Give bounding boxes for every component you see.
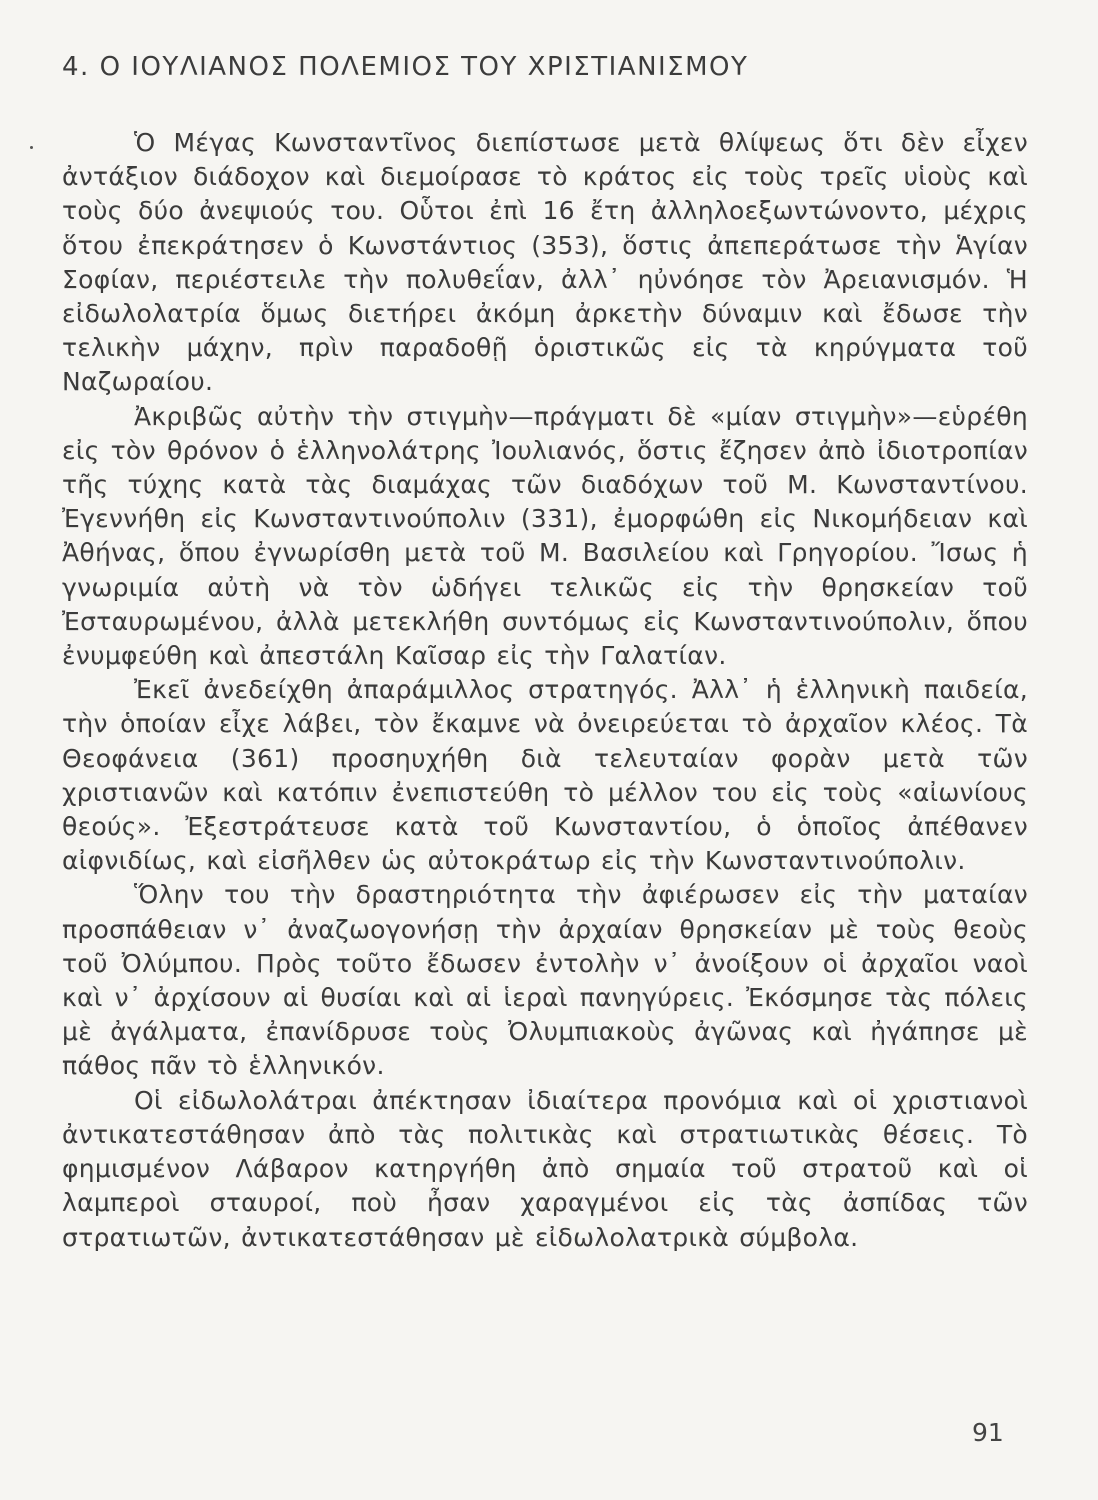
body-text [62, 126, 1028, 1255]
paragraph-pagan-privileges: Οἱ εἰδωλολάτραι ἀπέκτησαν ἰδιαίτερα προνόμια καὶ οἱ χριστιανοὶ ἀντικατεστάθησαν ἀπὸ τὰς πολιτικὰς καὶ στρατιωτικὰς θέσεις. Τὸ φημισμένον Λάβαρον κατηργήθη ἀπὸ σημαία τοῦ στρατοῦ καὶ οἱ λαμπεροὶ σταυροί, ποὺ ἦσαν χαραγμένοι εἰς τὰς ἀσπίδας τῶν στρατιωτῶν, ἀντικατεστάθησαν μὲ εἰδωλολατρικὰ σύμβολα. [62, 1085, 1028, 1252]
paragraph-julian-emperor: Ἐκεῖ ἀνεδείχθη ἀπαράμιλλος στρατηγός. Ἀλλ᾽ ἡ ἑλληνικὴ παιδεία, τὴν ὁποίαν εἶχε λάβει, τὸν ἔκαμνε νὰ ὀνειρεύεται τὸ ἀρχαῖον κλέος. Τὰ Θεοφάνεια (361) προσηυχήθη διὰ τελευταίαν φορὰν μετὰ τῶν χριστιανῶν καὶ κατόπιν ἐνεπιστεύθη τὸ μέλλον του εἰς τοὺς «αἰωνίους θεούς». Ἐξεστράτευσε κατὰ τοῦ Κωνσταντίου, ὁ ὁποῖος ἀπέθανεν αἰφνιδίως, καὶ εἰσῆλθεν ὡς αὐτοκράτωρ εἰς τὴν Κωνσταντινούπολιν. [62, 675, 1028, 876]
paragraph-constantine-succession: Ὁ Μέγας Κωνσταντῖνος διεπίστωσε μετὰ θλίψεως ὅτι δὲν εἶχεν ἀντάξιον διάδοχον καὶ διεμοίρασε τὸ κράτος εἰς τοὺς τρεῖς υἱοὺς καὶ τοὺς δύο ἀνεψιούς του. Οὗτοι ἐπὶ 16 ἔτη ἀλληλοεξωντώνοντο, μέχρις ὅτου ἐπεκράτησεν ὁ Κωνστάντιος (353), ὅστις ἀπεπεράτωσε τὴν Ἁγίαν Σοφίαν, περιέστειλε τὴν πολυθεΐαν, ἀλλ᾽ ηὐνόησε τὸν Ἀρειανισμόν. Ἡ εἰδωλολατρία ὅμως διετήρει ἀκόμη ἀρκετὴν δύναμιν καὶ ἔδωσε τὴν τελικὴν μάχην, πρὶν παραδοθῇ ὁριστικῶς εἰς τὰ κηρύγματα τοῦ Ναζωραίου. [62, 128, 1028, 397]
paragraph-revival-attempt: Ὅλην του τὴν δραστηριότητα τὴν ἀφιέρωσεν εἰς τὴν ματαίαν προσπάθειαν ν᾽ ἀναζωογονήσῃ τὴν ἀρχαίαν θρησκείαν μὲ τοὺς θεοὺς τοῦ Ὀλύμπου. Πρὸς τοῦτο ἔδωσεν ἐντολὴν ν᾽ ἀνοίξουν οἱ ἀρχαῖοι ναοὶ καὶ ν᾽ ἀρχίσουν αἱ θυσίαι καὶ αἱ ἱεραὶ πανηγύρεις. Ἐκόσμησε τὰς πόλεις μὲ ἀγάλματα, ἐπανίδρυσε τοὺς Ὀλυμπιακοὺς ἀγῶνας καὶ ἠγάπησε μὲ πάθος πᾶν τὸ ἑλληνικόν. [62, 880, 1028, 1081]
page-number: 91 [972, 1418, 1004, 1447]
paragraph-julian-early-life: Ἀκριβῶς αὐτὴν τὴν στιγμὴν—πράγματι δὲ «μίαν στιγμὴν»—εὑρέθη εἰς τὸν θρόνον ὁ ἑλληνολάτρης Ἰουλιανός, ὅστις ἔζησεν ἀπὸ ἰδιοτροπίαν τῆς τύχης κατὰ τὰς διαμάχας τῶν διαδόχων τοῦ Μ. Κωνσταντίνου. Ἐγεννήθη εἰς Κωνσταντινούπολιν (331), ἐμορφώθη εἰς Νικομήδειαν καὶ Ἀθήνας, ὅπου ἐγνωρίσθη μετὰ τοῦ Μ. Βασιλείου καὶ Γρηγορίου. Ἴσως ἡ γνωριμία αὐτὴ νὰ τὸν ὡδήγει τελικῶς εἰς τὴν θρησκείαν τοῦ Ἐσταυρωμένου, ἀλλὰ μετεκλήθη συντόμως εἰς Κωνσταντινούπολιν, ὅπου ἐνυμφεύθη καὶ ἀπεστάλη Καῖσαρ εἰς τὴν Γαλατίαν. [62, 401, 1028, 671]
chapter-heading: 4. Ο ΙΟΥΛΙΑΝΟΣ ΠΟΛΕΜΙΟΣ ΤΟΥ ΧΡΙΣΤΙΑΝΙΣΜΟΥ [62, 52, 749, 82]
margin-speck [30, 146, 33, 149]
